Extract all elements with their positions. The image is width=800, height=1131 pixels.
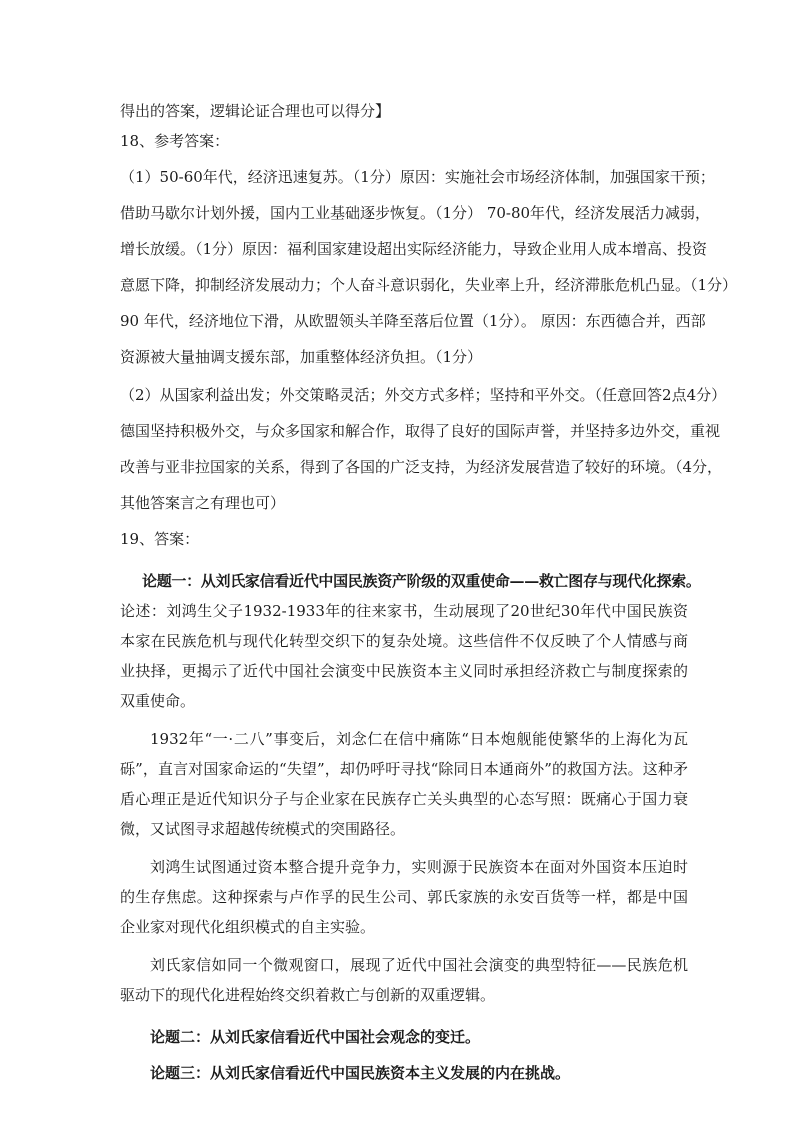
topic-one-title: 论题一：从刘氏家信看近代中国民族资产阶级的双重使命——救亡图存与现代化探索。 bbox=[142, 572, 701, 590]
topic-one-paragraph-3: 刘鸿生试图通过资本整合提升竞争力，实则源于民族资本在面对外国资本压迫时的生存焦虑。这种探索与卢作孚的民生公司、郭氏家族的永安百货等一样，都是中国企业家对现代化组织模式的自主实验。 bbox=[120, 858, 688, 936]
text-line-12: 其他答案言之有理也可） bbox=[120, 494, 286, 512]
text-line-11: 改善与亚非拉国家的关系，得到了各国的广泛支持，为经济发展营造了较好的环境。（4分， bbox=[120, 458, 723, 476]
q19-heading: 19、答案： bbox=[120, 530, 200, 548]
text-line-10: 德国坚持积极外交，与众多国家和解合作，取得了良好的国际声誉，并坚持多边外交，重视 bbox=[120, 422, 721, 440]
q18-heading: 18、参考答案： bbox=[120, 132, 230, 150]
text-line-9: （2）从国家利益出发；外交策略灵活；外交方式多样；坚持和平外交。（任意回答2点4分） bbox=[120, 386, 727, 404]
answer-content bbox=[120, 96, 738, 1088]
topic-one-paragraph-2: 1932年“一·二八”事变后，刘念仁在信中痛陈“日本炮舰能使繁华的上海化为瓦砾”，直言对国家命运的“失望”，却仍呼吁寻找“除同日本通商外”的救国方法。这种矛盾心理正是近代知识分子与企业家在民族存亡关头典型的心态写照：既痛心于国力衰微，又试图寻求超越传统模式的突围路径。 bbox=[120, 730, 688, 838]
text-line-5: 增长放缓。（1分）原因：福利国家建设超出实际经济能力，导致企业用人成本增高、投资 bbox=[120, 240, 708, 258]
text-line-6: 意愿下降，抑制经济发展动力；个人奋斗意识弱化，失业率上升，经济滞胀危机凸显。（1分） bbox=[120, 276, 738, 294]
topic-two-title: 论题二：从刘氏家信看近代中国社会观念的变迁。 bbox=[150, 1028, 481, 1046]
text-line-8: 资源被大量抽调支援东部，加重整体经济负担。（1分） bbox=[120, 348, 483, 366]
topic-one-paragraph-4: 刘氏家信如同一个微观窗口，展现了近代中国社会演变的典型特征——民族危机驱动下的现代化进程始终交织着救亡与创新的双重逻辑。 bbox=[120, 956, 688, 1004]
topic-three-title: 论题三：从刘氏家信看近代中国民族资本主义发展的内在挑战。 bbox=[150, 1064, 571, 1082]
text-line-7: 90 年代，经济地位下滑，从欧盟领头羊降至落后位置（1分）。 原因：东西德合并，西部 bbox=[120, 312, 706, 330]
text-line-1: 得出的答案，逻辑论证合理也可以得分】 bbox=[120, 102, 391, 120]
text-line-3: （1）50-60年代，经济迅速复苏。（1分）原因：实施社会市场经济体制，加强国家干预； bbox=[120, 168, 715, 186]
text-line-4: 借助马歇尔计划外援，国内工业基础逐步恢复。（1分） 70-80年代，经济发展活力减弱， bbox=[120, 204, 711, 222]
topic-one-argument: 论述：刘鸿生父子1932-1933年的往来家书，生动展现了20世纪30年代中国民族资本家在民族危机与现代化转型交织下的复杂处境。这些信件不仅反映了个人情感与商业抉择，更揭示了近代中国社会演变中民族资本主义同时承担经济救亡与制度探索的双重使命。 bbox=[120, 602, 688, 710]
